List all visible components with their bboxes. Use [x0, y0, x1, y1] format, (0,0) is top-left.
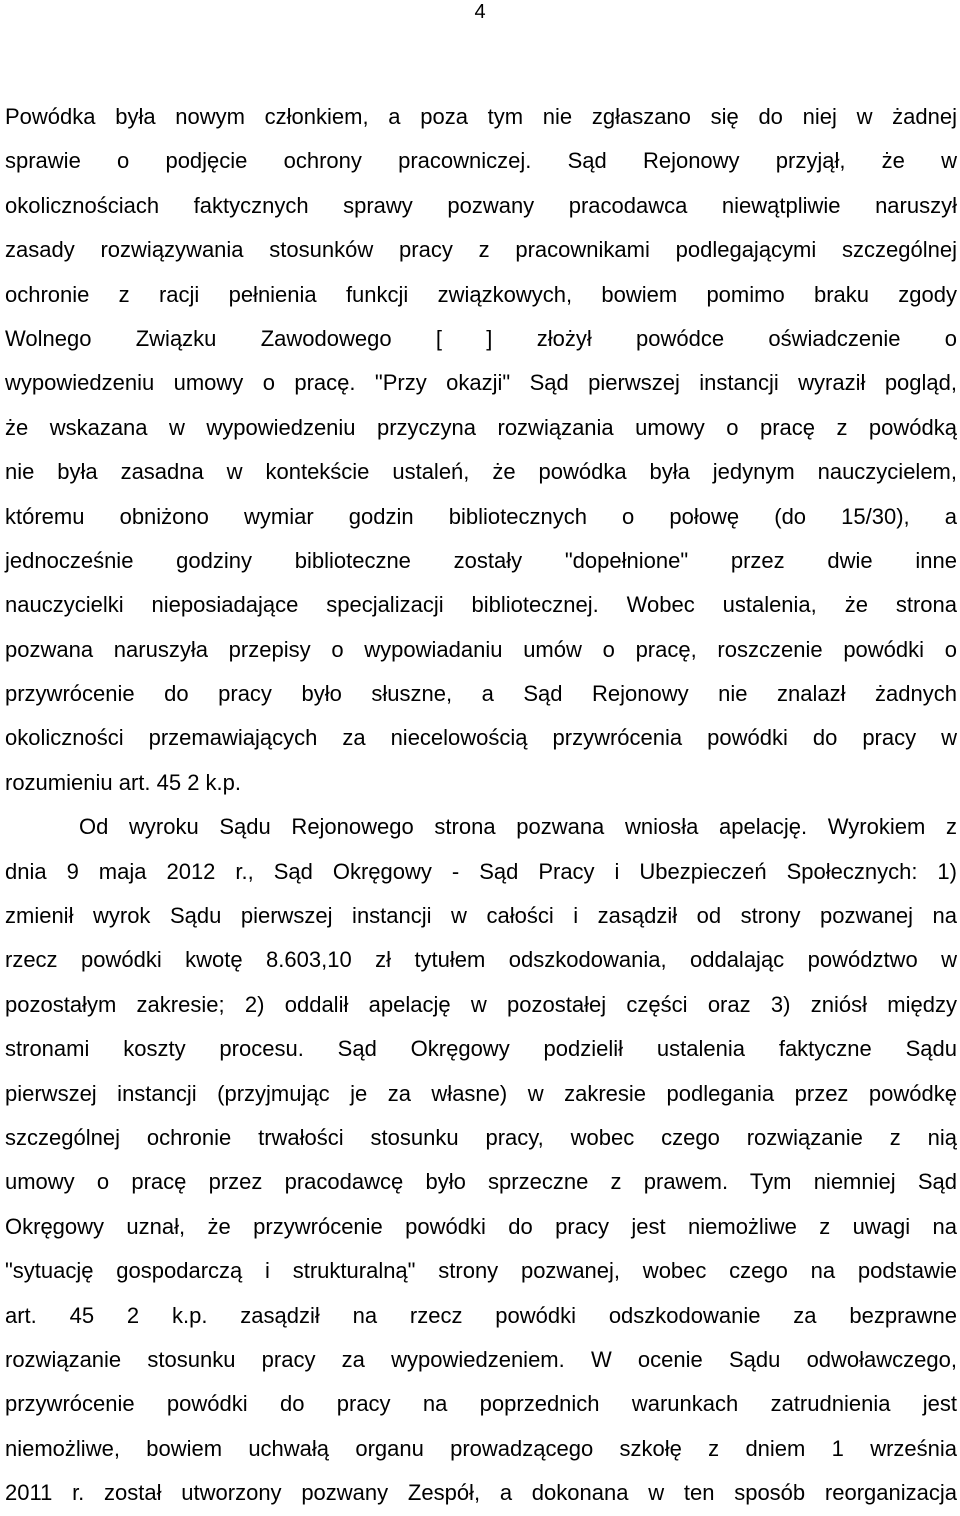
- text-line: pozostałym zakresie; 2) oddalił apelację w pozostałej części oraz 3) zniósł między: [5, 991, 957, 1017]
- text-line: rozumieniu art. 45 2 k.p.: [5, 769, 242, 795]
- text-line: "sytuację gospodarczą i strukturalną" strony pozwanej, wobec czego na podstawie: [5, 1258, 957, 1284]
- text-line: któremu obniżono wymiar godzin bibliotecznych o połowę (do 15/30), a: [5, 503, 957, 529]
- text-line: dnia 9 maja 2012 r., Sąd Okręgowy - Sąd Pracy i Ubezpieczeń Społecznych: 1): [5, 858, 957, 884]
- text-line: 2011 r. został utworzony pozwany Zespół, a dokonana w ten sposób reorganizacja: [5, 1480, 957, 1506]
- text-line: okoliczności przemawiających za niecelowością przywrócenia powódki do pracy w: [5, 725, 957, 751]
- text-line: wypowiedzeniu umowy o pracę. "Przy okazji" Sąd pierwszej instancji wyraził pogląd,: [5, 370, 957, 396]
- paragraph-1: [5, 95, 957, 805]
- text-line: Od wyroku Sądu Rejonowego strona pozwana wniosła apelację. Wyrokiem z: [79, 814, 957, 840]
- page-number: 4: [474, 1, 486, 23]
- text-line: zmienił wyrok Sądu pierwszej instancji w całości i zasądził od strony pozwanej na: [5, 903, 957, 929]
- text-line: art. 45 2 k.p. zasądził na rzecz powódki odszkodowanie za bezprawne: [5, 1302, 957, 1328]
- text-line: Powódka była nowym członkiem, a poza tym nie zgłaszano się do niej w żadnej: [5, 104, 957, 129]
- text-line: nie była zasadna w kontekście ustaleń, że powódka była jedynym nauczycielem,: [5, 459, 957, 485]
- text-line: nauczycielki nieposiadające specjalizacji bibliotecznej. Wobec ustalenia, że strona: [5, 592, 957, 618]
- text-line: sprawie o podjęcie ochrony pracowniczej. Sąd Rejonowy przyjął, że w: [5, 148, 957, 174]
- text-line: zasady rozwiązywania stosunków pracy z pracownikami podlegającymi szczególnej: [5, 237, 957, 263]
- paragraph-2: [5, 805, 957, 1515]
- text-line: szczególnej ochronie trwałości stosunku pracy, wobec czego rozwiązanie z nią: [5, 1124, 957, 1150]
- text-line: ochronie z racji pełnienia funkcji związkowych, bowiem pomimo braku zgody: [5, 281, 957, 307]
- text-line: jednocześnie godziny biblioteczne zostały "dopełnione" przez dwie inne: [5, 547, 957, 573]
- text-line: umowy o pracę przez pracodawcę było sprzeczne z prawem. Tym niemniej Sąd: [5, 1169, 957, 1195]
- text-line: rozwiązanie stosunku pracy za wypowiedzeniem. W ocenie Sądu odwoławczego,: [5, 1346, 957, 1372]
- text-line: pozwana naruszyła przepisy o wypowiadaniu umów o pracę, roszczenie powódki o: [5, 636, 957, 662]
- document-body: [5, 95, 957, 1516]
- text-line: stronami koszty procesu. Sąd Okręgowy podzielił ustalenia faktyczne Sądu: [5, 1036, 957, 1062]
- text-line: Wolnego Związku Zawodowego [ ] złożył powódce oświadczenie o: [5, 325, 957, 351]
- text-line: że wskazana w wypowiedzeniu przyczyna rozwiązania umowy o pracę z powódką: [5, 414, 957, 440]
- text-line: okolicznościach faktycznych sprawy pozwany pracodawca niewątpliwie naruszył: [5, 192, 957, 218]
- text-line: przywrócenie powódki do pracy na poprzednich warunkach zatrudnienia jest: [5, 1391, 957, 1417]
- text-line: rzecz powódki kwotę 8.603,10 zł tytułem odszkodowania, oddalając powództwo w: [5, 947, 957, 973]
- text-line: pierwszej instancji (przyjmując je za własne) w zakresie podlegania przez powódkę: [5, 1080, 957, 1106]
- text-line: Okręgowy uznał, że przywrócenie powódki do pracy jest niemożliwe z uwagi na: [5, 1213, 957, 1239]
- text-line: przywrócenie do pracy było słuszne, a Sąd Rejonowy nie znalazł żadnych: [5, 681, 957, 707]
- text-line: niemożliwe, bowiem uchwałą organu prowadzącego szkołę z dniem 1 września: [5, 1435, 957, 1461]
